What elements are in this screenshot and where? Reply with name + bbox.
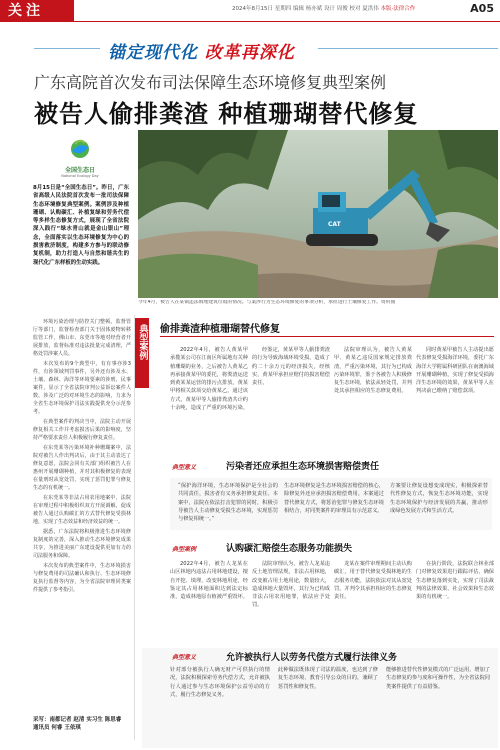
issue-date: 2024年8月15日 星期四	[232, 6, 292, 12]
case3-kicker: 典型意义	[172, 654, 197, 661]
photo-caption-text: 今年4月，被告人在某镇违法填埋建筑垃圾的情况。与案涉行为生态环境修复的事项分析，承担进行土壤修复工作。资料图	[138, 300, 396, 305]
quote-left: “保护海洋环境，生态环境保护是全社会的共同责任，损害者有义务承担修复责任。本案中，法院在依法打击犯罪的同时，积极引导被告人主动修复受损生态环境，实现惩罚与修复相统一。”	[178, 483, 278, 523]
correspondents-credit: 通讯员 何睿 王依琪	[33, 725, 81, 731]
subheadline: 广东高院首次发布司法保障生态环境修复典型案例	[34, 73, 387, 92]
case1-text: 2022年4月，被告人黄某甲承揽某公司在江南区所属地有关种植珊瑚的业务，之后被告人黄某乙再承接黄某甲的委托，将粪渣运送到黄某某运营的排污点排放，黄某甲将相关款项交给黄某乙，通过该方式，黄某甲等人偷排粪渣共计约十余吨，造成了严重的环境污染。	[170, 347, 248, 412]
masthead-tag: 本版·法律合作	[380, 6, 416, 12]
svg-text:CAT: CAT	[328, 221, 341, 228]
editors: 编辑 杨亦斌 设计 周俊 校对 夏洪伟	[293, 6, 379, 12]
case1-text: 法院审理认为，被告人黄某甲、黄某乙违反国家规定排放粪渣，严重污染环境，其行为已构成污染环境罪，鉴于各被告人积极修复生态环境，依法从轻处罚，并判处其承担相应的生态修复费用。	[334, 347, 412, 395]
masthead-meta	[232, 4, 415, 12]
quote-mid: 生态环境修复是生态环境损害赔偿的核心，除修复外还应承担损害赔偿费用。本案通过替代修复方式，将惩治犯罪与修复生态环境相结合，对同类案件的审理具有示范意义。	[284, 483, 384, 514]
reporters-credit: 采写：南都记者 赵清 实习生 陈思睿	[33, 717, 122, 723]
ecology-day-logo	[44, 138, 116, 178]
left-paragraph: 环境污染治理与防控关门整顿。监督管厅等部门，监督检查部门关于固体废物转移监管工作，佛山市、东莞市等地对经营者开展排放，监督标准对违法批量完成清理，严格处罚涉案人员。	[33, 319, 131, 357]
case1-headline: 偷排粪渣种植珊瑚替代修复	[160, 324, 280, 335]
credits	[33, 716, 131, 732]
case1-significance-title: 污染者还应承担生态环境损害赔偿责任	[226, 462, 380, 472]
case3-box	[142, 648, 498, 748]
case2-text: 龙某在案件审理期间主动认购碳汇，用于替代修复受损林地的生态服务功能，法院依法对其从宽处罚，并判令其承担相应的生态修复责任。	[334, 561, 412, 601]
excavator-photo	[138, 130, 498, 298]
case2-text: 在执行阶段，法院联合林业部门对修复效果进行跟踪评估，确保生态修复落到实处，实现了司法裁判的法律效果、社会效果和生态效果的有机统一。	[416, 561, 494, 601]
slogan	[108, 38, 295, 63]
case2-headline: 认购碳汇赔偿生态服务功能损失	[226, 544, 353, 554]
left-paragraph: 在东莞某等非法占用农用地案中，法院在审理过程中积极组织双方开展调解，促成被告人通过认购碳汇的方式替代修复受损林地，实现了生态效益和经济效益的统一。	[33, 495, 131, 525]
left-column-body	[33, 318, 131, 596]
case1-kicker: 典型意义	[172, 464, 197, 471]
case1-text: 经鉴定，黄某甲等人偷排粪渣的行为导致海域环境受损，造成了约二十余万元的经济损失，经核实，黄某甲承担应赔付的损害赔偿责任。	[252, 347, 330, 387]
case3-col2: 此种做法既体现了司法的温度，也达到了修复生态环境、教育引导公众的目的，兼顾了惩罚性和修复性。	[278, 667, 378, 690]
photo-image	[138, 130, 498, 298]
slogan-rule-left	[34, 48, 100, 49]
case1-rule	[160, 336, 494, 337]
leaf-globe-icon	[67, 138, 93, 160]
case1-col1	[170, 346, 248, 413]
case2-col2	[252, 560, 330, 611]
case3-headline: 允许被执行人以劳务代偿方式履行法律义务	[226, 653, 398, 663]
case3-col3: 能够推进替代性修复模式的广泛运用，增加了生态修复的参与度和可操作性，为全省法院同类案件提供了有益借鉴。	[386, 667, 490, 690]
case2-col3	[334, 560, 412, 602]
quote-right: 方案要让修复设想变成现实，积极探索替代性修复方式，恢复生态环境功能，实现生态环境保护与经济发展的共赢，推动形成绿色发展方式和生活方式。	[390, 483, 488, 514]
photo-caption	[138, 300, 498, 306]
left-paragraph: 在东莞某等污染环境补种珊瑚案中，法院对被告人作出判决后，由于其主动表达了修复意愿，法院会同有关部门组织被告人在惠州开展珊瑚种植，并对其积极修复的表现在量刑时从宽处罚，实现了惩罚犯罪与修复生态的有机统一。	[33, 445, 131, 491]
logo-en: National Ecology Day	[61, 174, 99, 178]
case1-quote-box	[170, 478, 492, 530]
case1-col3	[334, 346, 412, 397]
left-paragraph: 本次发布的9个典型中，有有事亦涉3件，有涉领域判罚事件，另外还有涉及水、土壤、森林、海洋等环境要素的涉刑、民事案件，显示了全省法院审判公益诉讼案件人数、涉及广泛的对环境生态的影响，力求为全省生态环境保护司法实践提供充分示范参考。	[33, 361, 131, 415]
case1-col4	[416, 346, 494, 397]
section-label-vertical	[135, 318, 149, 388]
page-number: A05	[470, 2, 494, 15]
case2-text: 2022年4月，被告人龙某在山区林地内违法占用林地建设，擅自开挖、填埋，改变林地用途，经鉴定其占用林地面积达到法定标准，造成林地原有植被严重毁坏。	[170, 561, 248, 601]
case2-kicker: 典型案例	[172, 546, 197, 553]
case2-text: 法院审理认为，被告人龙某违反土地管理法规，非法占用林地，改变被占用土地用途，数量较大，造成林地大量毁坏，其行为已构成非法占用农用地罪，依法应予处罚。	[252, 561, 330, 609]
case1-col2	[252, 346, 330, 388]
vertical-label-text: 典型案例	[137, 324, 148, 360]
slogan-part2: 改革再深化	[204, 43, 295, 63]
left-paragraph: 在典型案件的判决当中，法院主动开展修复相关工作并考虑损害后果的影响度，坚持严格要求责任人积极履行修复责任。	[33, 419, 131, 441]
slogan-banner	[0, 36, 500, 63]
slogan-part1: 锚定现代化	[108, 43, 198, 63]
slogan-rule-right	[318, 48, 498, 49]
left-paragraph: 本次发布的典型案件中，生态环境损害与修复费用的司法确认和执行、生态环境修复执行监督等内容，为全省法院审理同类案件提供了参考指引。	[33, 563, 131, 593]
masthead	[0, 0, 500, 22]
section-tag: 关注	[0, 0, 74, 22]
left-paragraph: 据悉，广东法院将积极推进生态环境修复制度的完善，深入推动生态环境修复成果共享，为推进美丽广东建设提供更加有力的司法服务和保障。	[33, 529, 131, 559]
case2-col1	[170, 560, 248, 602]
case3-col1: 针对部分被执行人确无财产可供执行的情况，法院积极探索劳务代偿方式，允许被执行人通过参与生态环境保护公益劳动的方式，履行生态修复义务。	[170, 667, 270, 698]
case2-col4	[416, 560, 494, 602]
logo-name: 全国生态日	[64, 167, 95, 174]
case1-text: 同时黄某甲被告人主动提出愿代表修复受损海洋环境，委托广东海洋大学附属科研团队在南澳海域开展珊瑚种植，实现了修复受损海洋生态环境的效果，黄某甲等人在判决前已缴纳了赔偿款项。	[416, 347, 494, 395]
lead-paragraph: 8月15日是“全国生态日”。昨日，广东省高级人民法院首次发布一批司法保障生态环境修复典型案例。案例涉及种植珊瑚、认购碳汇、补植复绿和劳务代偿等多样生态修复方式，展现了全省法院深入践行“绿水青山就是金山银山”理念，全面落实以生态环境修复为中心的损害救济制度，构建多方参与的联动修复机制，助力打造人与自然和谐共生的现代化广东样板的生动实践。	[33, 185, 129, 266]
main-headline: 被告人偷排粪渣 种植珊瑚替代修复	[34, 100, 419, 128]
